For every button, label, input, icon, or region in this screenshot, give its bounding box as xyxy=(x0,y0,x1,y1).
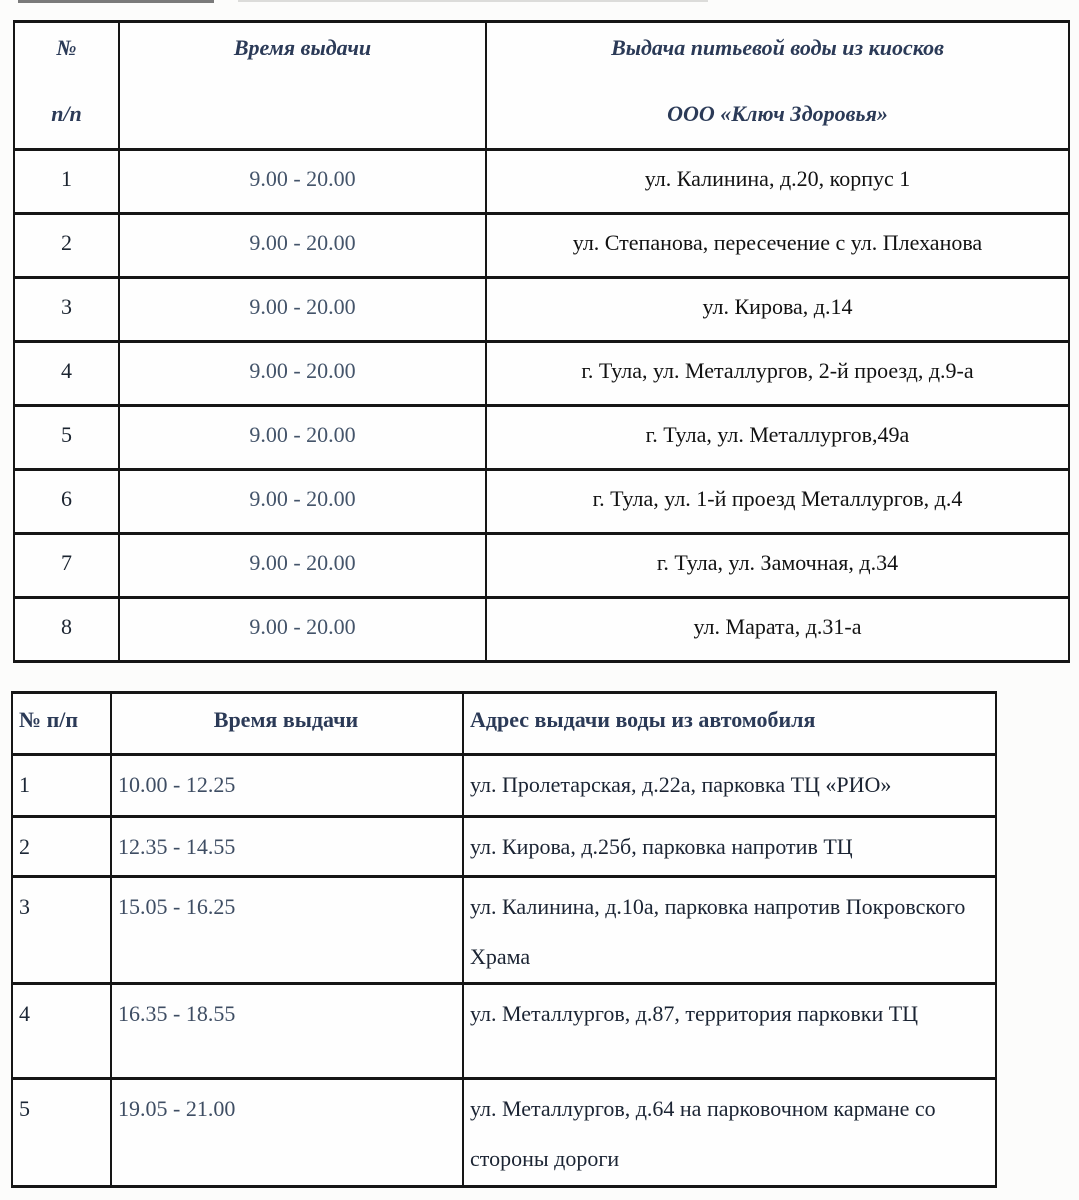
header-time-label: Время выдачи xyxy=(213,707,359,732)
time-cell: 12.35 - 14.55 xyxy=(111,817,463,877)
header-time-cell xyxy=(111,693,463,755)
address-cell: ул. Металлургов, д.64 на парковочном кармане со стороны дороги xyxy=(463,1079,996,1187)
address-cell: ул. Марата, д.31-а xyxy=(486,598,1069,662)
address-cell: г. Тула, ул. Металлургов,49а xyxy=(486,406,1069,470)
row-number-cell: 5 xyxy=(12,1079,111,1187)
kiosk-water-schedule-table xyxy=(13,20,1070,663)
time-cell: 16.35 - 18.55 xyxy=(111,984,463,1079)
address-cell: ул. Кирова, д.14 xyxy=(486,278,1069,342)
address-cell: ул. Пролетарская, д.22а, парковка ТЦ «РИО» xyxy=(463,755,996,817)
table-row xyxy=(12,877,996,984)
header-number-line1: № xyxy=(56,35,77,60)
row-number-cell: 1 xyxy=(14,150,119,214)
row-number-cell: 3 xyxy=(14,278,119,342)
table-row xyxy=(12,1079,996,1187)
table-row xyxy=(14,406,1069,470)
row-number-cell: 6 xyxy=(14,470,119,534)
time-cell: 9.00 - 20.00 xyxy=(119,470,486,534)
header-number-label: № п/п xyxy=(19,707,79,732)
time-cell: 15.05 - 16.25 xyxy=(111,877,463,984)
table-row xyxy=(12,755,996,817)
header-number-cell xyxy=(14,22,119,150)
row-number-cell: 7 xyxy=(14,534,119,598)
header-source-line1: Выдача питьевой воды из киосков xyxy=(611,35,944,60)
address-cell: ул. Калинина, д.20, корпус 1 xyxy=(486,150,1069,214)
address-cell: ул. Калинина, д.10а, парковка напротив Покровского Храма xyxy=(463,877,996,984)
time-cell: 19.05 - 21.00 xyxy=(111,1079,463,1187)
time-cell: 9.00 - 20.00 xyxy=(119,534,486,598)
time-cell: 9.00 - 20.00 xyxy=(119,278,486,342)
time-cell: 9.00 - 20.00 xyxy=(119,406,486,470)
address-cell: ул. Металлургов, д.87, территория парковки ТЦ xyxy=(463,984,996,1079)
row-number-cell: 1 xyxy=(12,755,111,817)
time-cell: 9.00 - 20.00 xyxy=(119,150,486,214)
header-address-label: Адрес выдачи воды из автомобиля xyxy=(470,707,816,732)
header-source-line2: ООО «Ключ Здоровья» xyxy=(667,101,888,126)
cut-off-text-artifact-light xyxy=(238,0,708,2)
row-number-cell: 4 xyxy=(12,984,111,1079)
address-cell: ул. Степанова, пересечение с ул. Плеханова xyxy=(486,214,1069,278)
header-number-line2: п/п xyxy=(51,101,82,126)
table-row xyxy=(14,342,1069,406)
table-row xyxy=(12,817,996,877)
table-row xyxy=(12,984,996,1079)
table-row xyxy=(14,214,1069,278)
time-cell: 9.00 - 20.00 xyxy=(119,214,486,278)
address-cell: г. Тула, ул. Металлургов, 2-й проезд, д.9-а xyxy=(486,342,1069,406)
time-cell: 9.00 - 20.00 xyxy=(119,598,486,662)
table-row xyxy=(14,278,1069,342)
row-number-cell: 2 xyxy=(14,214,119,278)
row-number-cell: 5 xyxy=(14,406,119,470)
row-number-cell: 2 xyxy=(12,817,111,877)
time-cell: 10.00 - 12.25 xyxy=(111,755,463,817)
table-header-row xyxy=(12,693,996,755)
address-cell: ул. Кирова, д.25б, парковка напротив ТЦ xyxy=(463,817,996,877)
row-number-cell: 4 xyxy=(14,342,119,406)
address-cell: г. Тула, ул. Замочная, д.34 xyxy=(486,534,1069,598)
cut-off-text-artifact xyxy=(18,0,214,3)
header-source-cell xyxy=(486,22,1069,150)
time-cell: 9.00 - 20.00 xyxy=(119,342,486,406)
row-number-cell: 3 xyxy=(12,877,111,984)
header-address-cell xyxy=(463,693,996,755)
table-row xyxy=(14,598,1069,662)
truck-water-schedule-table xyxy=(11,691,997,1188)
table-row xyxy=(14,470,1069,534)
header-number-cell xyxy=(12,693,111,755)
address-cell: г. Тула, ул. 1-й проезд Металлургов, д.4 xyxy=(486,470,1069,534)
table-row xyxy=(14,150,1069,214)
header-time-label: Время выдачи xyxy=(233,35,372,60)
table-header-row xyxy=(14,22,1069,150)
table-row xyxy=(14,534,1069,598)
header-time-cell xyxy=(119,22,486,150)
row-number-cell: 8 xyxy=(14,598,119,662)
